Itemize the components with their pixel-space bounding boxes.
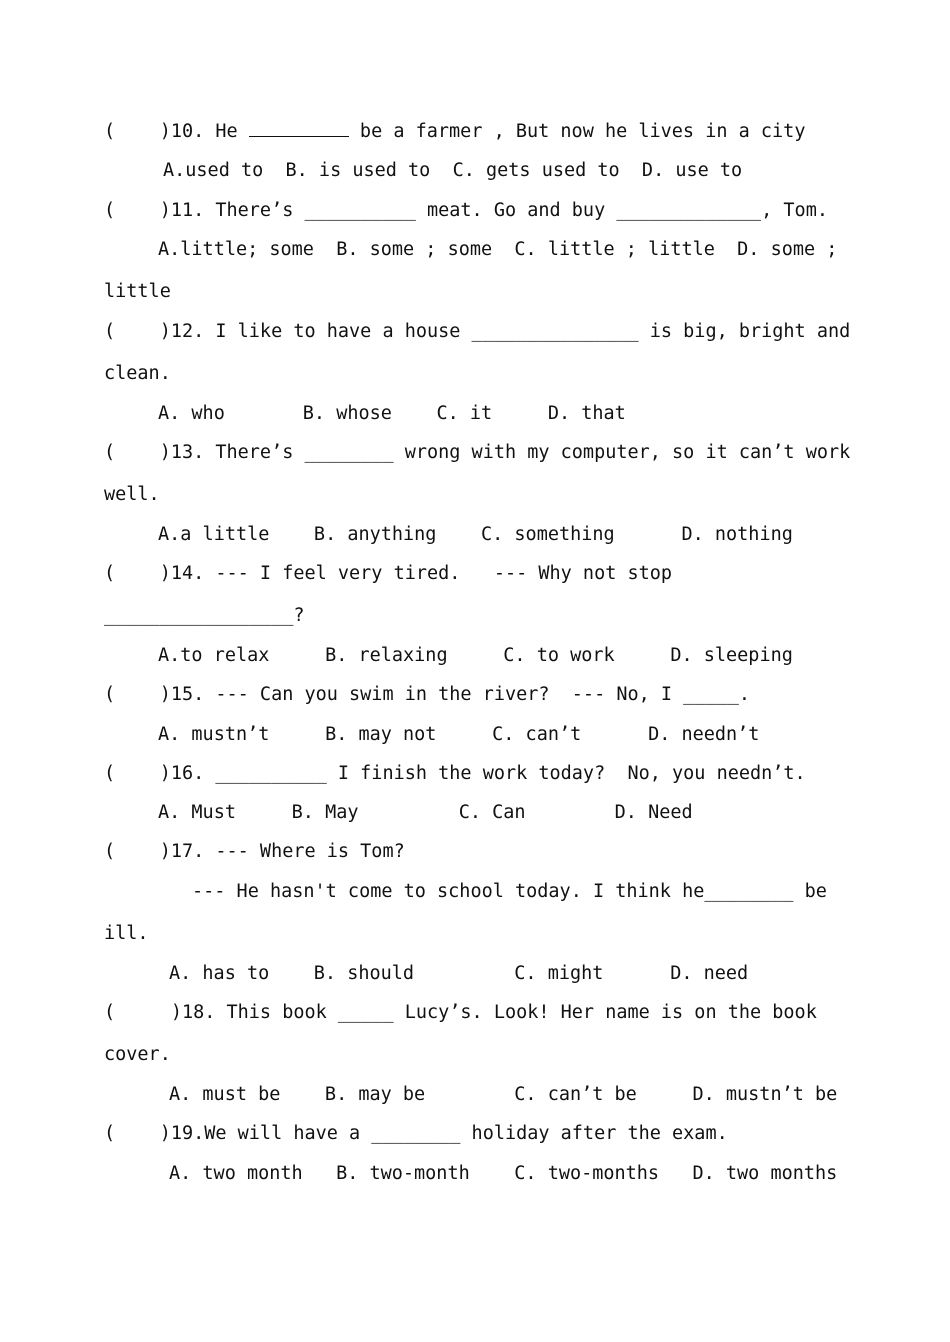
question-10-suffix: be a farmer , But now he lives in a city — [348, 121, 806, 142]
question-13-stem-cont: well. — [104, 484, 160, 505]
question-10-options: A.used to B. is used to C. gets used to D. use to — [163, 160, 743, 181]
question-13-options: A.a little B. anything C. something D. nothing — [158, 524, 793, 545]
question-14-stem: ( )14. --- I feel very tired. --- Why not stop — [104, 563, 673, 584]
question-16-stem: ( )16. __________ I finish the work today? No, you needn’t. — [104, 763, 806, 784]
question-11-options: A.little; some B. some ; some C. little ; little D. some ; — [158, 239, 838, 260]
question-11-options-cont: little — [104, 281, 171, 302]
question-10-prefix: ( )10. He — [104, 121, 249, 142]
question-11-stem: ( )11. There’s __________ meat. Go and buy _____________, Tom. — [104, 200, 828, 221]
question-19-options: A. two month B. two-month C. two-months D. two months — [169, 1163, 838, 1184]
question-12-stem-cont: clean. — [104, 363, 171, 384]
question-14-stem-cont: _________________? — [104, 605, 305, 626]
question-12-stem: ( )12. I like to have a house _______________ is big, bright and — [104, 321, 851, 342]
question-15-stem: ( )15. --- Can you swim in the river? --- No, I _____. — [104, 684, 751, 705]
question-17-stem: ( )17. --- Where is Tom? — [104, 841, 405, 862]
question-10-stem — [104, 120, 805, 144]
question-17-stem-cont2: --- He hasn't come to school today. I think he________ be — [192, 881, 827, 902]
question-12-options: A. who B. whose C. it D. that — [158, 403, 626, 424]
question-13-stem: ( )13. There’s ________ wrong with my computer, so it can’t work — [104, 442, 851, 463]
question-17-stem-cont: ill. — [104, 923, 149, 944]
question-15-options: A. mustn’t B. may not C. can’t D. needn’t — [158, 724, 760, 745]
question-16-options: A. Must B. May C. Can D. Need — [158, 802, 693, 823]
question-14-options: A.to relax B. relaxing C. to work D. sleeping — [158, 645, 793, 666]
question-18-stem-cont: cover. — [104, 1044, 171, 1065]
question-18-stem: ( )18. This book _____ Lucy’s. Look! Her name is on the book — [104, 1002, 817, 1023]
question-18-options: A. must be B. may be C. can’t be D. mustn’t be — [169, 1084, 838, 1105]
question-19-stem: ( )19.We will have a ________ holiday after the exam. — [104, 1123, 728, 1144]
question-10-blank — [249, 120, 349, 137]
question-17-options: A. has to B. should C. might D. need — [169, 963, 749, 984]
